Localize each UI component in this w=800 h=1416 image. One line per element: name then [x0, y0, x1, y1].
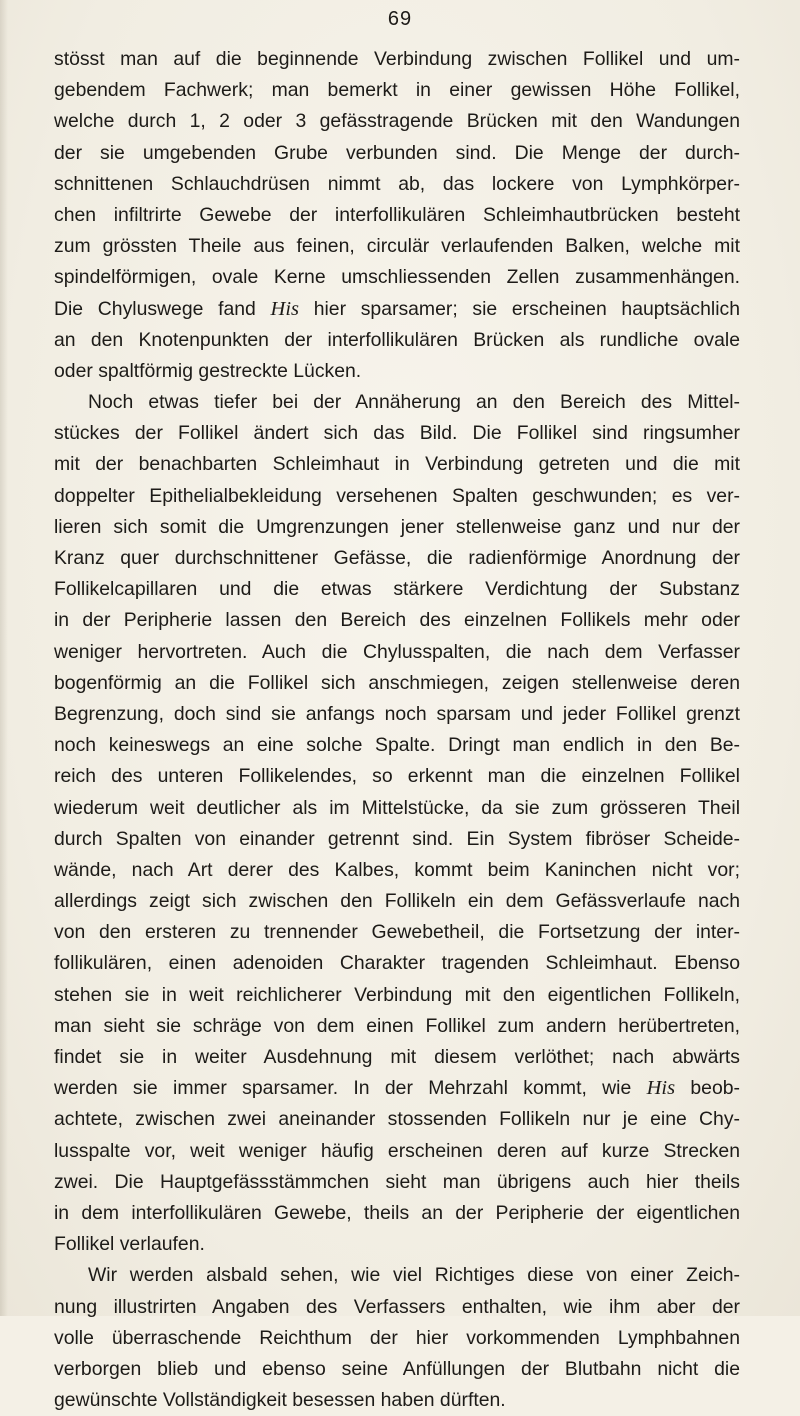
text-line: chen infiltrirte Gewebe der interfollikulären Schleimhautbrücken besteht [54, 203, 740, 226]
text-line: stösst man auf die beginnende Verbindung zwischen Follikel und um- [54, 48, 740, 70]
text-line: lusspalte vor, weit weniger häufig erscheinen deren auf kurze Strecken [54, 1139, 740, 1162]
text-line [54, 294, 740, 325]
page-edge-shadow [0, 0, 8, 1316]
text-line: man sieht sie schräge von dem einen Follikel zum andern herübertreten, [54, 1014, 740, 1037]
text-segment: Die Chyluswege fand [54, 297, 271, 320]
text-line: lieren sich somit die Umgrenzungen jener stellenweise ganz und nur der [54, 515, 740, 538]
text-line: bogenförmig an die Follikel sich anschmiegen, zeigen stellenweise deren [54, 671, 740, 694]
text-line: Follikelcapillaren und die etwas stärkere Verdichtung der Substanz [54, 578, 740, 601]
text-line: zum grössten Theile aus feinen, circulär verlaufenden Balken, welche mit [54, 235, 740, 258]
text-line: achtete, zwischen zwei aneinander stossenden Follikeln nur je eine Chy- [54, 1108, 740, 1131]
text-line: in der Peripherie lassen den Bereich des einzelnen Follikels mehr oder [54, 609, 740, 632]
text-line: in dem interfollikulären Gewebe, theils an der Peripherie der eigentlichen [54, 1201, 740, 1224]
text-line: reich des unteren Follikelendes, so erkennt man die einzelnen Follikel [54, 765, 740, 788]
page-number: 69 [387, 8, 413, 30]
text-line: schnittenen Schlauchdrüsen nimmt ab, das lockere von Lymphkörper- [54, 172, 740, 195]
text-line: doppelter Epithelialbekleidung versehenen Spalten geschwunden; es ver- [54, 484, 740, 507]
text-line: oder spaltförmig gestreckte Lücken. [54, 359, 362, 382]
text-line: stehen sie in weit reichlicherer Verbindung mit den eigentlichen Follikeln, [54, 983, 740, 1006]
text-line: wiederum weit deutlicher als im Mittelstücke, da sie zum grösseren Theil [54, 796, 740, 819]
text-line: gebendem Fachwerk; man bemerkt in einer gewissen Höhe Follikel, [54, 79, 740, 102]
text-segment: werden sie immer sparsamer. In der Mehrzahl kommt, wie [54, 1077, 647, 1100]
author-name: His [646, 1077, 676, 1100]
text-line: gewünschte Vollständigkeit besessen haben dürften. [54, 1389, 506, 1412]
text-line: verborgen blieb und ebenso seine Anfüllungen der Blutbahn nicht die [54, 1357, 740, 1380]
text-line: der sie umgebenden Grube verbunden sind. Die Menge der durch- [54, 141, 740, 164]
text-line: stückes der Follikel ändert sich das Bild. Die Follikel sind ringsumher [54, 422, 740, 445]
text-line: nung illustrirten Angaben des Verfassers enthalten, wie ihm aber der [54, 1295, 740, 1318]
text-line: von den ersteren zu trennender Gewebetheil, die Fortsetzung der inter- [54, 921, 740, 944]
text-line: allerdings zeigt sich zwischen den Follikeln ein dem Gefässverlaufe nach [54, 890, 740, 913]
text-line: weniger hervortreten. Auch die Chylusspalten, die nach dem Verfasser [54, 640, 740, 663]
text-line: volle überraschende Reichthum der hier vorkommenden Lymphbahnen [54, 1326, 740, 1349]
text-line: Kranz quer durchschnittener Gefässe, die radienförmige Anordnung der [54, 547, 740, 569]
text-line: Noch etwas tiefer bei der Annäherung an den Bereich des Mittel- [88, 391, 740, 414]
text-line: findet sie in weiter Ausdehnung mit diesem verlöthet; nach abwärts [54, 1046, 740, 1068]
text-line: noch keineswegs an eine solche Spalte. Dringt man endlich in den Be- [54, 734, 740, 757]
text-line: follikulären, einen adenoiden Charakter tragenden Schleimhaut. Ebenso [54, 952, 740, 975]
text-line: an den Knotenpunkten der interfollikulären Brücken als rundliche ovale [54, 328, 740, 351]
text-segment: hier sparsamer; sie erscheinen hauptsächlich [299, 297, 740, 320]
text-line: Follikel verlaufen. [54, 1233, 205, 1256]
body-text [54, 44, 740, 1416]
text-line: zwei. Die Hauptgefässstämmchen sieht man übrigens auch hier theils [54, 1170, 740, 1193]
text-line [54, 1073, 740, 1104]
text-line: durch Spalten von einander getrennt sind. Ein System fibröser Scheide- [54, 827, 740, 850]
text-line: wände, nach Art derer des Kalbes, kommt beim Kaninchen nicht vor; [54, 858, 740, 881]
text-line: Wir werden alsbald sehen, wie viel Richtiges diese von einer Zeich- [88, 1264, 740, 1287]
text-line: mit der benachbarten Schleimhaut in Verbindung getreten und die mit [54, 453, 740, 476]
text-line: welche durch 1, 2 oder 3 gefässtragende Brücken mit den Wandungen [54, 110, 740, 133]
author-name: His [270, 297, 300, 320]
text-line: Begrenzung, doch sind sie anfangs noch sparsam und jeder Follikel grenzt [54, 702, 740, 725]
text-segment: beob- [675, 1077, 740, 1100]
text-line: spindelförmigen, ovale Kerne umschliessenden Zellen zusammenhängen. [54, 266, 740, 289]
